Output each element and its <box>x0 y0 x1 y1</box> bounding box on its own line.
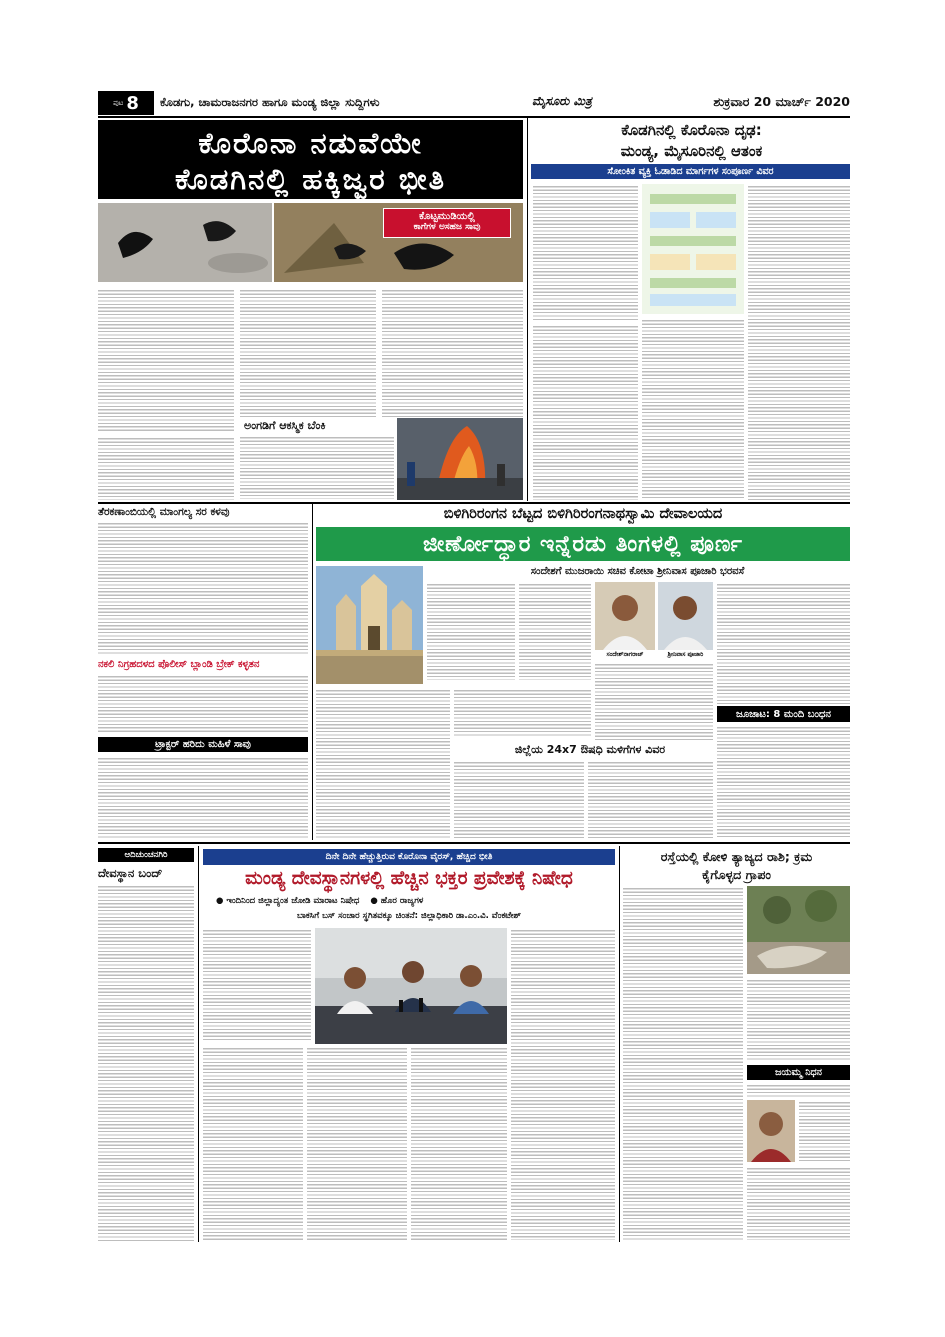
pharmacy-list-col-2 <box>588 760 713 838</box>
road-waste-body-col-1 <box>623 886 743 1240</box>
upper-section-rule <box>98 502 850 504</box>
bird-flu-body-col-2 <box>240 288 376 418</box>
lower-left-rule <box>198 846 199 1242</box>
bird-flu-body-col-1 <box>98 288 234 432</box>
caption-sandesh: ಸಂದೇಶ್‌ನಾಗರಾಜ್ <box>606 651 644 658</box>
corona-headline-2: ಮಂಡ್ಯ, ಮೈಸೂರಿನಲ್ಲಿ ಆತಂಕ <box>620 142 763 160</box>
mandya-bullet-2: ಹೊರ ರಾಜ್ಯಗಳ <box>380 896 424 906</box>
mandya-banner-text: ದಿನೇ ದಿನೇ ಹೆಚ್ಚುತ್ತಿರುವ ಕೊರೊನಾ ವೈರಸ್, ಹೆಚ್ಚಿದ ಭೀತಿ <box>325 852 493 862</box>
bird-flu-headline-2: ಕೊಡಗಿನಲ್ಲಿ ಹಕ್ಕಿಜ್ವರ ಭೀತಿ <box>175 162 446 196</box>
page-number: 8 <box>126 92 139 114</box>
issue-date: ಶುಕ್ರವಾರ 20 ಮಾರ್ಚ್ 2020 <box>713 94 850 109</box>
temple-headline-2: ಜೀರ್ಣೋದ್ಧಾರ ಇನ್ನೆರಡು ತಿಂಗಳಲ್ಲಿ ಪೂರ್ಣ <box>423 531 743 557</box>
kottamudi-line-2: ಕಾಗೆಗಳ ಅಸಹಜ ಸಾವು <box>413 222 481 232</box>
corona-body-col-3 <box>748 184 850 500</box>
corona-body-col-1b <box>533 324 638 500</box>
mandya-subline: ಬಾಕಸಿಗೆ ಬಸ್ ಸಂಚಾರ ಸ್ಥಗಿತವಕ್ಕೂ ಚಿಂತನೆ: ಜಿಲ್ಲಾಧಿಕಾರಿ ಡಾ.ಎಂ.ವಿ. ವೆಂಕಟೇಶ್ <box>297 911 521 921</box>
page-label: ಪುಟ <box>113 98 124 107</box>
sandesh-nagaraj-photo <box>595 582 655 650</box>
press-meet-photo <box>315 928 507 1044</box>
temple-photo <box>316 566 423 684</box>
caption-srinivas: ಶ್ರೀನಿವಾಸ ಪೂಜಾರಿ <box>667 651 704 658</box>
corona-body-col-1 <box>533 184 638 320</box>
mandya-body-col-1 <box>203 928 311 1040</box>
masthead-rule <box>98 116 850 118</box>
lower-right-rule <box>619 846 620 1242</box>
mandya-body-col-4 <box>511 928 615 1240</box>
lower-section-rule <box>98 842 850 844</box>
gambling-body <box>717 725 850 838</box>
section-title: ಕೊಡಗು, ಚಾಮರಾಜನಗರ ಹಾಗೂ ಮಂಡ್ಯ ಜಿಲ್ಲಾ ಸುದ್ದಿಗಳು <box>160 95 380 109</box>
corona-route-chart <box>642 184 744 314</box>
mandya-body-lower-1 <box>203 1046 303 1240</box>
mandya-bullets <box>216 896 615 906</box>
fire-headline: ಅಂಗಡಿಗೆ ಆಕಸ್ಮಿಕ ಬೆಂಕಿ <box>244 419 326 432</box>
top-column-rule <box>527 118 528 501</box>
temple-body-col-2 <box>519 582 591 680</box>
mandya-body-lower-2 <box>307 1046 407 1240</box>
gambling-headline: ಜೂಜಾಟ: 8 ಮಂದಿ ಬಂಧನ <box>736 708 831 720</box>
dead-crow-photo <box>98 203 272 282</box>
road-waste-headline-2: ಕೈಗೊಳ್ಳದ ಗ್ರಾಪಂ <box>702 867 771 882</box>
obituary-body-side <box>799 1100 850 1162</box>
temple-body-lower-1 <box>316 688 450 838</box>
tractor-headline-box <box>98 737 308 752</box>
srinivas-poojary-photo <box>658 582 713 650</box>
gambling-headline-box <box>717 706 850 722</box>
bullet-dot-1: ● <box>216 896 227 906</box>
obituary-headline-box <box>747 1065 850 1080</box>
bullet-dot-2: ● <box>370 896 381 906</box>
bird-flu-headline-box <box>98 120 523 199</box>
temple-closed-body <box>98 884 194 1242</box>
paper-name: ಮೈಸೂರು ಮಿತ್ರ <box>532 94 592 108</box>
bird-flu-headline-1: ಕೊರೊನಾ ನಡುವೆಯೇ <box>198 126 423 160</box>
mandya-body-lower-3 <box>411 1046 507 1240</box>
mandya-banner <box>203 849 615 865</box>
masthead <box>98 91 850 115</box>
bird-flu-body-col-1b <box>98 436 234 500</box>
obituary-body-bottom <box>747 1166 850 1240</box>
adichunchanagiri-kicker: ಆದಿಚುಂಚನಗಿರಿ <box>124 850 168 860</box>
obituary-portrait <box>747 1100 795 1162</box>
mandya-bullet-1: ಇಂದಿನಿಂದ ಜಿಲ್ಲಾದ್ಯಂತ ಜೋಡಿ ಮಾರಾಟ ನಿಷೇಧ <box>226 896 360 906</box>
temple-strap: ಸಂದೇಶಗೆ ಮುಜರಾಯಿ ಸಚಿವ ಕೋಟಾ ಶ್ರೀನಿವಾಸ ಪೂಜಾರಿ ಭರವಸೆ <box>530 566 745 577</box>
mandya-headline: ಮಂಡ್ಯ ದೇವಸ್ಥಾನಗಳಲ್ಲಿ ಹೆಚ್ಚಿನ ಭಕ್ತರ ಪ್ರವೇಶಕ್ಕೆ ನಿಷೇಧ <box>245 868 573 889</box>
temple-closed-headline: ದೇವಸ್ಥಾನ ಬಂದ್ <box>98 866 163 880</box>
theft-body <box>98 521 308 655</box>
bird-flu-body-col-3 <box>382 288 523 418</box>
fire-body <box>240 435 394 499</box>
road-waste-body-col-2 <box>747 978 850 1060</box>
corona-body-col-2b <box>642 318 744 500</box>
page-number-box <box>98 91 154 115</box>
road-waste-photo <box>747 886 850 974</box>
kottamudi-sub-box <box>383 208 511 238</box>
police-headline-text: ನಕಲಿ ನಿಗ್ರಹದಳದ ಪೊಲೀಸ್ ಬ್ಲಾಂಡಿ ಬ್ರೇಕ್ ಕಳ್ಳತನ <box>98 659 260 670</box>
kottamudi-line-1: ಕೊಟ್ಟಮುಡಿಯಲ್ಲಿ <box>419 211 475 222</box>
obituary-body-top <box>747 1083 850 1099</box>
road-waste-headline-1: ರಸ್ತೆಯಲ್ಲಿ ಕೋಳಿ ತ್ಯಾಜ್ಯದ ರಾಶಿ; ಕ್ರಮ <box>660 849 813 864</box>
temple-body-col-2b <box>595 662 713 742</box>
corona-strap-text: ಸೋಂಕಿತ ವ್ಯಕ್ತಿ ಓಡಾಡಿದ ಮಾರ್ಗಗಳ ಸಂಪೂರ್ಣ ವಿವರ <box>607 166 774 177</box>
tractor-body <box>98 756 308 838</box>
theft-headline: ತೆರಕಣಾಂಬಿಯಲ್ಲಿ ಮಾಂಗಲ್ಯ ಸರ ಕಳವು <box>98 506 230 518</box>
adichunchanagiri-kicker-box <box>98 848 194 862</box>
fire-photo <box>397 418 523 500</box>
temple-headline-box <box>316 527 850 561</box>
corona-headline-1: ಕೊಡಗಿನಲ್ಲಿ ಕೊರೊನಾ ದೃಢ: <box>621 121 762 139</box>
tractor-headline: ಟ್ರಾಕ್ಟರ್ ಹರಿದು ಮಹಿಳೆ ಸಾವು <box>155 739 251 750</box>
obituary-headline: ಜಯಮ್ಮ ನಿಧನ <box>775 1067 822 1078</box>
temple-body-lower-2 <box>454 688 591 738</box>
temple-body-col-4 <box>717 582 850 704</box>
pharmacy-headline: ಜಿಲ್ಲೆಯ 24x7 ಔಷಧಿ ಮಳಿಗೆಗಳ ವಿವರ <box>514 743 666 756</box>
pharmacy-list-col-1 <box>454 760 584 838</box>
police-body <box>98 674 308 734</box>
mid-column-rule <box>312 504 313 840</box>
temple-body-col-1 <box>427 582 515 680</box>
corona-strap <box>531 164 850 179</box>
temple-headline-1: ಬಿಳಿಗಿರಿರಂಗನ ಬೆಟ್ಟದ ಬಿಳಿಗಿರಿರಂಗನಾಥಸ್ವಾಮಿ ದೇವಾಲಯದ <box>443 506 723 522</box>
police-headline <box>98 659 308 670</box>
